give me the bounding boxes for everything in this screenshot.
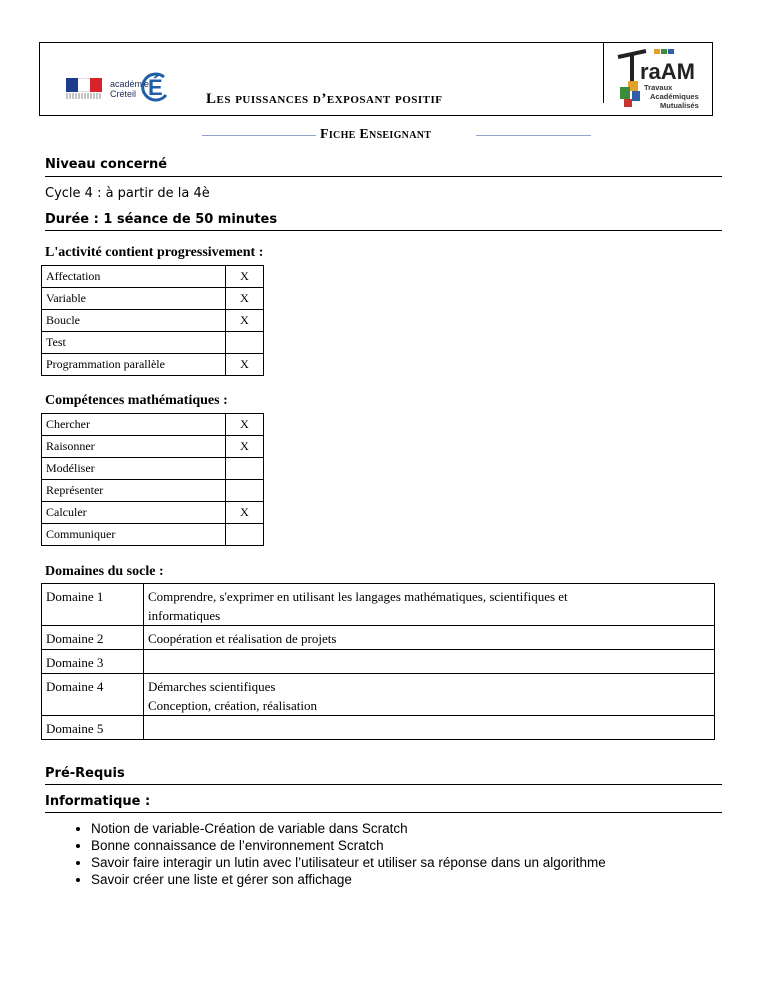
table-cell-mark: X <box>226 436 264 458</box>
activite-table <box>41 265 264 376</box>
domaines-table <box>41 583 715 740</box>
table-cell-desc <box>144 716 715 740</box>
table-row <box>42 502 264 524</box>
informatique-heading: Informatique : <box>45 794 151 809</box>
list-item: • Savoir faire interagir un lutin avec l’utilisateur et utiliser sa réponse dans un algorithme <box>91 854 606 871</box>
domaine-desc-line: Comprendre, s'exprimer en utilisant les langages mathématiques, scientifiques et <box>148 589 568 604</box>
table-row <box>42 332 264 354</box>
subtitle-rule-right <box>476 135 591 136</box>
page-title: Les puissances d’exposant positif <box>206 91 443 107</box>
table-cell-label: Domaine 1 <box>42 584 144 626</box>
list-item: • Savoir créer une liste et gérer son affichage <box>91 871 606 888</box>
table-row <box>42 480 264 502</box>
republique-francaise-logo <box>66 78 102 100</box>
table-row <box>42 310 264 332</box>
table-cell-label: Domaine 2 <box>42 626 144 650</box>
traam-sub1: Travaux <box>644 83 673 92</box>
table-row <box>42 266 264 288</box>
table-cell-desc <box>144 650 715 674</box>
table-cell-mark <box>226 524 264 546</box>
svg-text:É: É <box>148 75 163 100</box>
table-cell-mark <box>226 458 264 480</box>
table-cell-mark: X <box>226 310 264 332</box>
domaine-desc-line: Coopération et réalisation de projets <box>148 631 337 646</box>
table-cell-label: Domaine 3 <box>42 650 144 674</box>
table-cell-label: Représenter <box>42 480 226 502</box>
table-row <box>42 524 264 546</box>
table-cell-label: Boucle <box>42 310 226 332</box>
table-cell-label: Affectation <box>42 266 226 288</box>
prerequis-heading: Pré-Requis <box>45 766 125 781</box>
subtitle-rule-left <box>202 135 316 136</box>
table-row <box>42 354 264 376</box>
table-cell-label: Chercher <box>42 414 226 436</box>
academie-creteil-logo <box>140 65 170 105</box>
niveau-heading: Niveau concerné <box>45 157 168 172</box>
table-cell-label: Variable <box>42 288 226 310</box>
traam-sub2: Académiques <box>650 92 699 101</box>
table-cell-desc <box>144 584 715 626</box>
table-row <box>42 414 264 436</box>
header-divider <box>603 43 604 103</box>
table-cell-label: Calculer <box>42 502 226 524</box>
table-cell-mark <box>226 332 264 354</box>
table-row <box>42 716 715 740</box>
table-cell-label: Modéliser <box>42 458 226 480</box>
table-row <box>42 626 715 650</box>
table-cell-mark: X <box>226 288 264 310</box>
table-cell-mark: X <box>226 414 264 436</box>
table-cell-label: Raisonner <box>42 436 226 458</box>
table-row <box>42 436 264 458</box>
list-item: • Notion de variable-Création de variable dans Scratch <box>91 820 606 837</box>
table-cell-mark: X <box>226 354 264 376</box>
traam-sub3: Mutualisés <box>660 101 699 110</box>
domaines-heading: Domaines du socle : <box>45 564 164 579</box>
prerequis-rule <box>45 784 722 785</box>
informatique-rule <box>45 812 722 813</box>
competences-heading: Compétences mathématiques : <box>45 393 228 408</box>
niveau-rule <box>45 176 722 177</box>
table-row <box>42 458 264 480</box>
table-cell-label: Test <box>42 332 226 354</box>
domaine-desc-line: Démarches scientifiques <box>148 679 276 694</box>
table-cell-desc <box>144 626 715 650</box>
table-row <box>42 650 715 674</box>
table-cell-label: Programmation parallèle <box>42 354 226 376</box>
domaine-desc-line: informatiques <box>148 608 221 623</box>
table-row <box>42 674 715 716</box>
creteil-label: Créteil <box>110 89 137 99</box>
header-box <box>39 42 713 116</box>
academie-label: académie <box>110 79 150 89</box>
table-cell-mark: X <box>226 266 264 288</box>
competences-table <box>41 413 264 546</box>
table-row <box>42 584 715 626</box>
traam-logo <box>610 45 708 111</box>
table-cell-desc <box>144 674 715 716</box>
duree-rule <box>45 230 722 231</box>
domaine-desc-line: Conception, création, réalisation <box>148 698 317 713</box>
prerequis-list <box>63 820 606 888</box>
table-row <box>42 288 264 310</box>
niveau-value: Cycle 4 : à partir de la 4è <box>45 186 210 201</box>
table-cell-label: Domaine 4 <box>42 674 144 716</box>
list-item: • Bonne connaissance de l’environnement Scratch <box>91 837 606 854</box>
duree-heading: Durée : 1 séance de 50 minutes <box>45 212 278 227</box>
table-cell-label: Communiquer <box>42 524 226 546</box>
subtitle: Fiche Enseignant <box>320 127 432 142</box>
table-cell-mark: X <box>226 502 264 524</box>
activite-heading: L'activité contient progressivement : <box>45 245 264 260</box>
table-cell-mark <box>226 480 264 502</box>
traam-logo-text: raAM <box>640 59 696 84</box>
table-cell-label: Domaine 5 <box>42 716 144 740</box>
